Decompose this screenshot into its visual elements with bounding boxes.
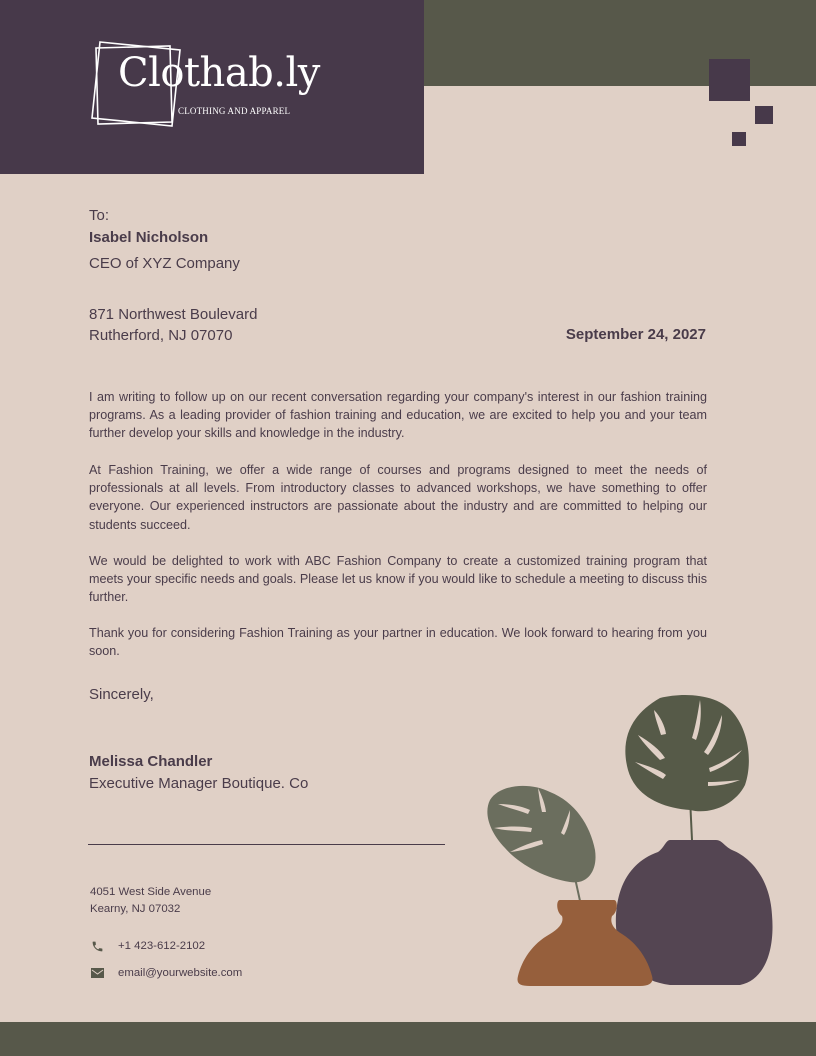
recipient-address-line2: Rutherford, NJ 07070: [89, 327, 233, 344]
footer-phone: [90, 939, 205, 953]
decorative-square-medium: [755, 106, 773, 124]
body-paragraph-3: We would be delighted to work with ABC Fashion Company to create a customized training program that meets your specific needs and goals. Please let us know if you would like to schedule a meeting to discuss this further.: [89, 554, 707, 605]
footer-email: [90, 966, 242, 980]
recipient-name: Isabel Nicholson: [89, 229, 209, 246]
body-paragraph-2: At Fashion Training, we offer a wide range of courses and programs designed to meet the needs of professionals at all levels. From introductory classes to advanced workshops, we have something to offer everyone. Our experienced instructors are passionate about the industry and are committed to helping our students succeed.: [89, 463, 707, 532]
brand-tagline: CLOTHING AND APPAREL: [178, 106, 291, 116]
decorative-square-small: [732, 132, 746, 146]
sender-title: Executive Manager Boutique. Co: [89, 775, 309, 792]
phone-icon: [90, 939, 104, 953]
to-label: To:: [89, 207, 110, 224]
footer-olive-band: [0, 1022, 816, 1056]
signature-divider: [88, 844, 445, 845]
footer-address-line2: Kearny, NJ 07032: [90, 903, 181, 915]
recipient-title: CEO of XYZ Company: [89, 255, 240, 272]
footer-address-line1: 4051 West Side Avenue: [90, 886, 212, 898]
recipient-address-line1: 871 Northwest Boulevard: [89, 306, 258, 323]
envelope-icon: [90, 966, 104, 980]
brand-logo: [88, 38, 338, 130]
decorative-square-large: [709, 59, 750, 101]
closing-salutation: Sincerely,: [89, 686, 154, 703]
body-paragraph-1: I am writing to follow up on our recent conversation regarding your company's interest in our fashion training programs. As a leading provider of fashion training and education, we are excited to help you and your team further develop your skills and knowledge in the industry.: [89, 390, 707, 441]
body-paragraph-4: Thank you for considering Fashion Training as your partner in education. We look forward to hearing from you soon.: [89, 626, 707, 659]
monstera-vases-illustration: [470, 680, 790, 1000]
email-address[interactable]: email@yourwebsite.com: [118, 967, 243, 979]
phone-number[interactable]: +1 423-612-2102: [118, 940, 206, 952]
brand-name: Clothab.ly: [118, 50, 320, 96]
sender-name: Melissa Chandler: [89, 753, 213, 770]
letter-date: September 24, 2027: [565, 326, 706, 343]
large-monstera-leaf-icon: [625, 695, 749, 811]
